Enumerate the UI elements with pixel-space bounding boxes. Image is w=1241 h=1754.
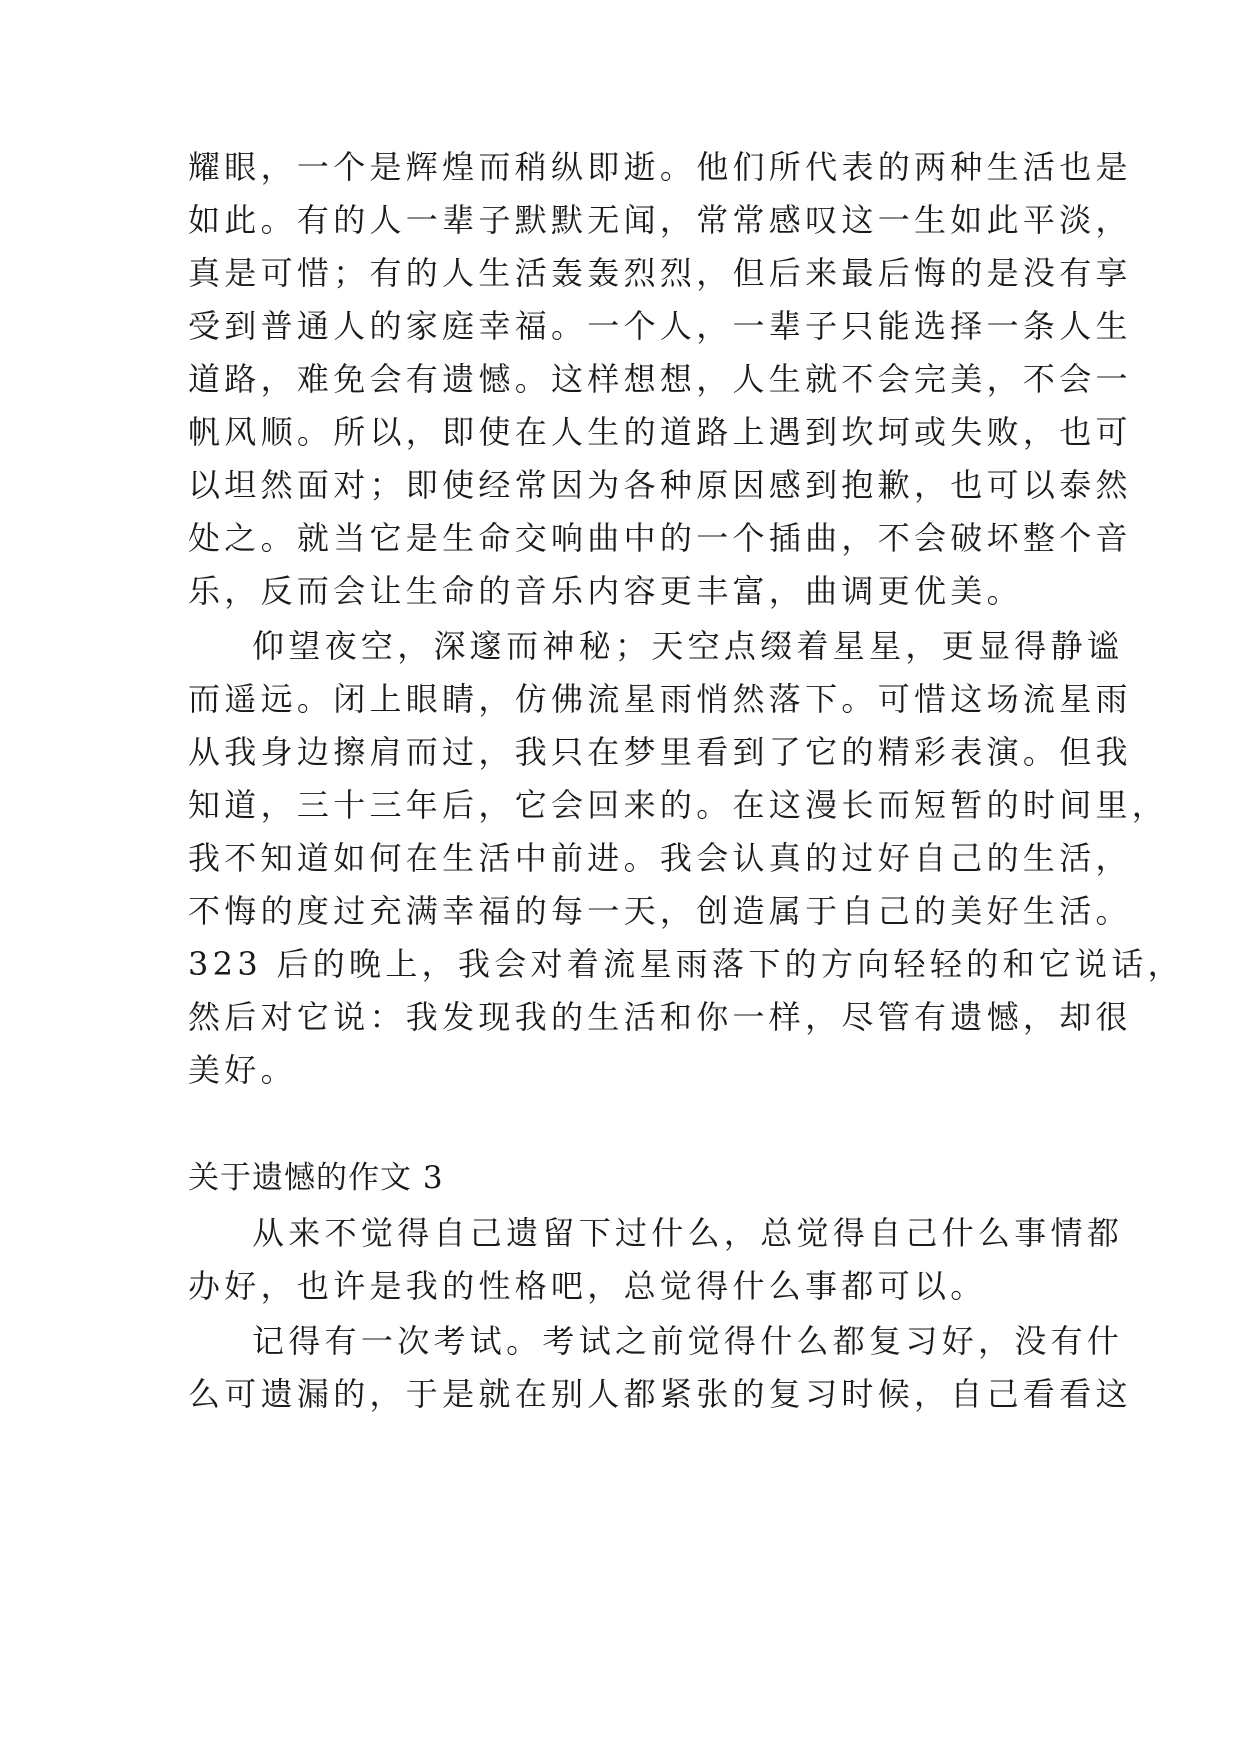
text-line: 帆风顺。所以，即使在人生的道路上遇到坎坷或失败，也可 (188, 413, 1132, 451)
text-line: 记得有一次考试。考试之前觉得什么都复习好，没有什 (252, 1322, 1124, 1360)
text-line: 么可遗漏的，于是就在别人都紧张的复习时候，自己看看这 (188, 1375, 1132, 1413)
text-line: 耀眼，一个是辉煌而稍纵即逝。他们所代表的两种生活也是 (188, 148, 1132, 186)
text-line: 知道，三十三年后，它会回来的。在这漫长而短暂的时间里， (188, 786, 1169, 824)
text-line: 不悔的度过充满幸福的每一天，创造属于自己的美好生活。 (188, 892, 1132, 930)
text-line: 处之。就当它是生命交响曲中的一个插曲，不会破坏整个音 (188, 519, 1132, 557)
text-line: 美好。 (188, 1051, 297, 1089)
text-line: 真是可惜；有的人生活轰轰烈烈，但后来最后悔的是没有享 (188, 254, 1132, 292)
text-line: 以坦然面对；即使经常因为各种原因感到抱歉，也可以泰然 (188, 466, 1132, 504)
text-line: 我不知道如何在生活中前进。我会认真的过好自己的生活， (188, 839, 1132, 877)
text-line: 如此。有的人一辈子默默无闻，常常感叹这一生如此平淡， (188, 201, 1132, 239)
text-line: 从我身边擦肩而过，我只在梦里看到了它的精彩表演。但我 (188, 733, 1132, 771)
text-line: 从来不觉得自己遗留下过什么，总觉得自己什么事情都 (252, 1214, 1124, 1252)
text-line: 乐，反而会让生命的音乐内容更丰富，曲调更优美。 (188, 572, 1023, 610)
text-line: 323 后的晚上，我会对着流星雨落下的方向轻轻的和它说话， (188, 945, 1184, 983)
section-heading: 关于遗憾的作文 3 (188, 1160, 444, 1196)
text-line: 道路，难免会有遗憾。这样想想，人生就不会完美，不会一 (188, 360, 1132, 398)
text-line: 办好，也许是我的性格吧，总觉得什么事都可以。 (188, 1267, 987, 1305)
text-line: 仰望夜空，深邃而神秘；天空点缀着星星，更显得静谧 (252, 627, 1124, 665)
text-line: 而遥远。闭上眼睛，仿佛流星雨悄然落下。可惜这场流星雨 (188, 680, 1132, 718)
text-line: 然后对它说：我发现我的生活和你一样，尽管有遗憾，却很 (188, 998, 1132, 1036)
text-line: 受到普通人的家庭幸福。一个人，一辈子只能选择一条人生 (188, 307, 1132, 345)
